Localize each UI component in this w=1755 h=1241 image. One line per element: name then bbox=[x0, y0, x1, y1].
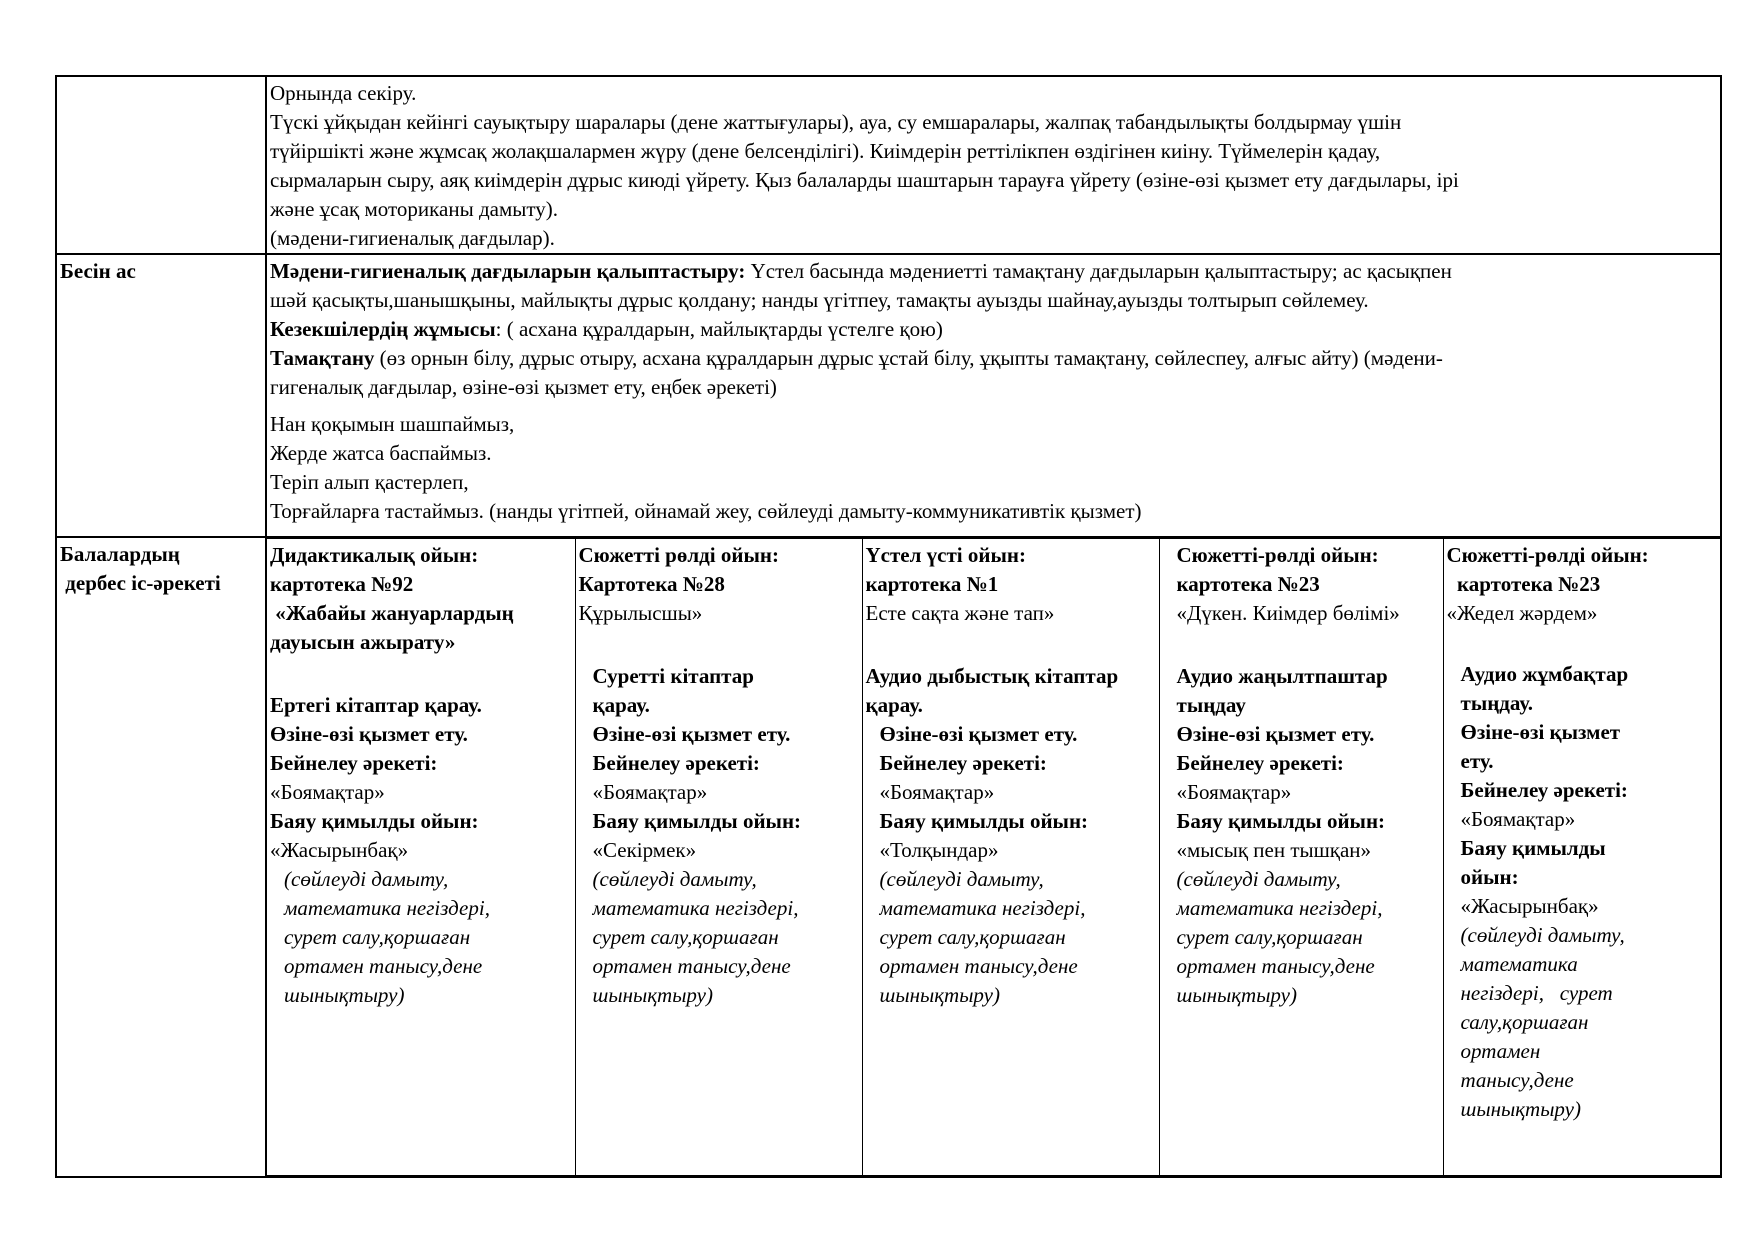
activity-column-3 bbox=[862, 539, 1159, 1176]
game-title: Үстел үсті ойын: bbox=[865, 543, 1026, 567]
books-activity: Суретті кітаптар bbox=[592, 664, 754, 688]
text-line: гигеналық дағдылар, өзіне-өзі қызмет ету, еңбек әрекеті) bbox=[270, 375, 777, 399]
art-title: Бейнелеу әрекеті: bbox=[592, 751, 760, 775]
activities-cell bbox=[266, 537, 1721, 1177]
areas-line: сурет салу,қоршаған bbox=[284, 925, 471, 949]
besin-as-cell bbox=[266, 254, 1721, 537]
label-line: дербес іс-әрекеті bbox=[60, 571, 221, 595]
text-line: шәй қасықты,шанышқыны, майлықты дұрыс қолдану; нанды үгітпеу, тамақты ауызды шайнау,ауызды толтырып сөйлемеу. bbox=[270, 288, 1369, 312]
label-line: Балалардың bbox=[60, 542, 180, 566]
daily-plan-table bbox=[55, 75, 1722, 1178]
spacer bbox=[579, 628, 859, 662]
books-activity: Аудио жаңылтпаштар bbox=[1176, 664, 1388, 688]
books-activity: Аудио дыбыстық кітаптар bbox=[865, 664, 1119, 688]
move-game-title: Баяу қимылды ойын: bbox=[270, 809, 479, 833]
move-game-title: Баяу қимылды ойын: bbox=[879, 809, 1089, 833]
self-care: Өзіне-өзі қызмет bbox=[1460, 720, 1621, 744]
areas-line: математика негіздері, bbox=[592, 896, 799, 920]
move-game-name: «Толқындар» bbox=[879, 838, 999, 862]
game-name: Құрылысшы» bbox=[578, 601, 703, 625]
poem-line: Нан қоқымын шашпаймыз, bbox=[270, 412, 515, 436]
move-game-name: «Жасырынбақ» bbox=[270, 838, 409, 862]
text-line: Орнында секіру. bbox=[270, 81, 417, 105]
duty-text: : ( асхана құралдарын, майлықтарды үстелге қою) bbox=[495, 317, 943, 341]
books-activity: Ертегі кітаптар қарау. bbox=[270, 693, 482, 717]
card-number: картотека №23 bbox=[1446, 572, 1601, 596]
areas-line: (сөйлеуді дамыту, bbox=[592, 867, 757, 891]
self-care: Өзіне-өзі қызмет ету. bbox=[270, 722, 468, 746]
card-number: картотека №1 bbox=[865, 572, 999, 596]
areas-line: математика негіздері, bbox=[879, 896, 1086, 920]
hygiene-text: Үстел басында мәдениетті тамақтану дағдыларын қалыптастыру; ас қасықпен bbox=[745, 259, 1452, 283]
areas-line: шынықтыру) bbox=[1176, 983, 1297, 1007]
hygiene-heading: Мәдени-гигиеналық дағдыларын қалыптастыру: bbox=[270, 259, 746, 283]
activity-column-1 bbox=[267, 539, 575, 1176]
row-label-besin-as: Бесін ас bbox=[56, 254, 266, 537]
self-care: ету. bbox=[1460, 749, 1494, 773]
areas-line: сурет салу,қоршаған bbox=[592, 925, 779, 949]
spacer bbox=[866, 628, 1156, 662]
activity-column-2 bbox=[575, 539, 862, 1176]
table-row bbox=[56, 76, 1721, 254]
areas-line: шынықтыру) bbox=[284, 983, 405, 1007]
areas-line: ортамен танысу,дене bbox=[284, 954, 483, 978]
game-name: Есте сақта және тап» bbox=[865, 601, 1055, 625]
areas-line: (сөйлеуді дамыту, bbox=[1176, 867, 1341, 891]
duty-heading: Кезекшілердің жұмысы bbox=[270, 317, 496, 341]
spacer bbox=[270, 402, 1717, 410]
books-activity: қарау. bbox=[592, 693, 650, 717]
books-activity: Аудио жұмбақтар bbox=[1460, 662, 1629, 686]
spacer bbox=[270, 657, 572, 691]
spacer bbox=[1447, 628, 1719, 660]
activity-column-5 bbox=[1443, 539, 1721, 1176]
text-line: және ұсақ моториканы дамыту). bbox=[270, 197, 558, 221]
art-title: Бейнелеу әрекеті: bbox=[270, 751, 438, 775]
page bbox=[55, 75, 1720, 1175]
areas-line: (сөйлеуді дамыту, bbox=[284, 867, 449, 891]
text-line: Түскі ұйқыдан кейінгі сауықтыру шаралары (дене жаттығулары), ауа, су емшаралары, жалпақ табандылықты болдырмау үшін bbox=[270, 110, 1402, 134]
books-activity: қарау. bbox=[865, 693, 923, 717]
move-game-name: «Жасырынбақ» bbox=[1460, 894, 1599, 918]
areas-line: ортамен танысу,дене bbox=[1176, 954, 1375, 978]
art-title: Бейнелеу әрекеті: bbox=[1460, 778, 1628, 802]
areas-line: шынықтыру) bbox=[592, 983, 713, 1007]
move-game-title: Баяу қимылды ойын: bbox=[592, 809, 802, 833]
move-game-name: «Секірмек» bbox=[592, 838, 697, 862]
game-title: Сюжетті-рөлді ойын: bbox=[1446, 543, 1649, 567]
spacer bbox=[1163, 628, 1440, 662]
game-name: «Жабайы жануарлардың bbox=[270, 601, 514, 625]
move-game-title: Баяу қимылды ойын: bbox=[1176, 809, 1386, 833]
hygiene-paragraph bbox=[270, 257, 1717, 286]
card-number: картотека №92 bbox=[270, 572, 414, 596]
areas-line: математика bbox=[1460, 952, 1578, 976]
afternoon-health-cell bbox=[266, 76, 1721, 254]
areas-line: салу,қоршаған bbox=[1460, 1010, 1589, 1034]
move-game-title: Баяу қимылды bbox=[1460, 836, 1606, 860]
self-care: Өзіне-өзі қызмет ету. bbox=[592, 722, 791, 746]
art-title: Бейнелеу әрекеті: bbox=[879, 751, 1047, 775]
text-line: сырмаларын сыру, аяқ киімдерін дұрыс киюді үйрету. Қыз балаларды шаштарын тарауға үйрету (өзіне-өзі қызмет ету дағдылары, ірі bbox=[270, 168, 1459, 192]
areas-line: математика негіздері, bbox=[284, 896, 490, 920]
books-activity: тыңдау. bbox=[1460, 691, 1534, 715]
text-line: түйіршікті және жұмсақ жолақшалармен жүру (дене белсенділігі). Киімдерін реттілікпен өздігінен киіну. Түймелерін қадау, bbox=[270, 139, 1381, 163]
row-label-independent-activity bbox=[56, 537, 266, 1177]
row-label-empty bbox=[56, 76, 266, 254]
areas-line: шынықтыру) bbox=[879, 983, 1000, 1007]
art-name: «Боямақтар» bbox=[270, 780, 385, 804]
areas-line: сурет салу,қоршаған bbox=[879, 925, 1066, 949]
duty-paragraph bbox=[270, 315, 1717, 344]
activities-table bbox=[267, 538, 1721, 1176]
eating-heading: Тамақтану bbox=[270, 346, 375, 370]
areas-line: ортамен танысу,дене bbox=[592, 954, 791, 978]
poem-line: Теріп алып қастерлеп, bbox=[270, 470, 469, 494]
eating-paragraph bbox=[270, 344, 1717, 373]
poem-line: Жерде жатса баспаймыз. bbox=[270, 441, 492, 465]
move-game-title: ойын: bbox=[1460, 865, 1519, 889]
game-title: Сюжетті-рөлді ойын: bbox=[1176, 543, 1379, 567]
table-row bbox=[56, 537, 1721, 1177]
areas-line: ортамен танысу,дене bbox=[879, 954, 1078, 978]
game-title: Дидактикалық ойын: bbox=[270, 543, 479, 567]
self-care: Өзіне-өзі қызмет ету. bbox=[1176, 722, 1375, 746]
art-title: Бейнелеу әрекеті: bbox=[1176, 751, 1344, 775]
art-name: «Боямақтар» bbox=[879, 780, 995, 804]
art-name: «Боямақтар» bbox=[1176, 780, 1292, 804]
game-name: «Жедел жәрдем» bbox=[1446, 601, 1598, 625]
card-number: Картотека №28 bbox=[578, 572, 725, 596]
game-name: дауысын ажырату» bbox=[270, 630, 456, 654]
art-name: «Боямақтар» bbox=[1460, 807, 1576, 831]
areas-line: (сөйлеуді дамыту, bbox=[1460, 923, 1625, 947]
areas-line: шынықтыру) bbox=[1460, 1097, 1581, 1121]
books-activity: тыңдау bbox=[1176, 693, 1246, 717]
areas-line: сурет салу,қоршаған bbox=[1176, 925, 1363, 949]
game-name: «Дүкен. Киімдер бөлімі» bbox=[1176, 601, 1400, 625]
areas-line: математика негіздері, bbox=[1176, 896, 1383, 920]
eating-text: (өз орнын білу, дұрыс отыру, асхана құралдарын дұрыс ұстай білу, ұқыпты тамақтану, сөйлеспеу, алғыс айту) (мәдени- bbox=[374, 346, 1443, 370]
areas-line: (сөйлеуді дамыту, bbox=[879, 867, 1044, 891]
art-name: «Боямақтар» bbox=[592, 780, 708, 804]
table-row bbox=[56, 254, 1721, 537]
areas-line: негіздері, сурет bbox=[1460, 981, 1613, 1005]
areas-line: танысу,дене bbox=[1460, 1068, 1574, 1092]
card-number: картотека №23 bbox=[1176, 572, 1320, 596]
text-line: (мәдени-гигиеналық дағдылар). bbox=[270, 226, 555, 250]
poem-line: Торғайларға тастаймыз. (нанды үгітпей, ойнамай жеу, сөйлеуді дамыту-коммуникативтік қызмет) bbox=[270, 499, 1142, 523]
game-title: Сюжетті рөлді ойын: bbox=[578, 543, 779, 567]
activity-column-4 bbox=[1159, 539, 1443, 1176]
move-game-name: «мысық пен тышқан» bbox=[1176, 838, 1372, 862]
areas-line: ортамен bbox=[1460, 1039, 1541, 1063]
self-care: Өзіне-өзі қызмет ету. bbox=[879, 722, 1078, 746]
